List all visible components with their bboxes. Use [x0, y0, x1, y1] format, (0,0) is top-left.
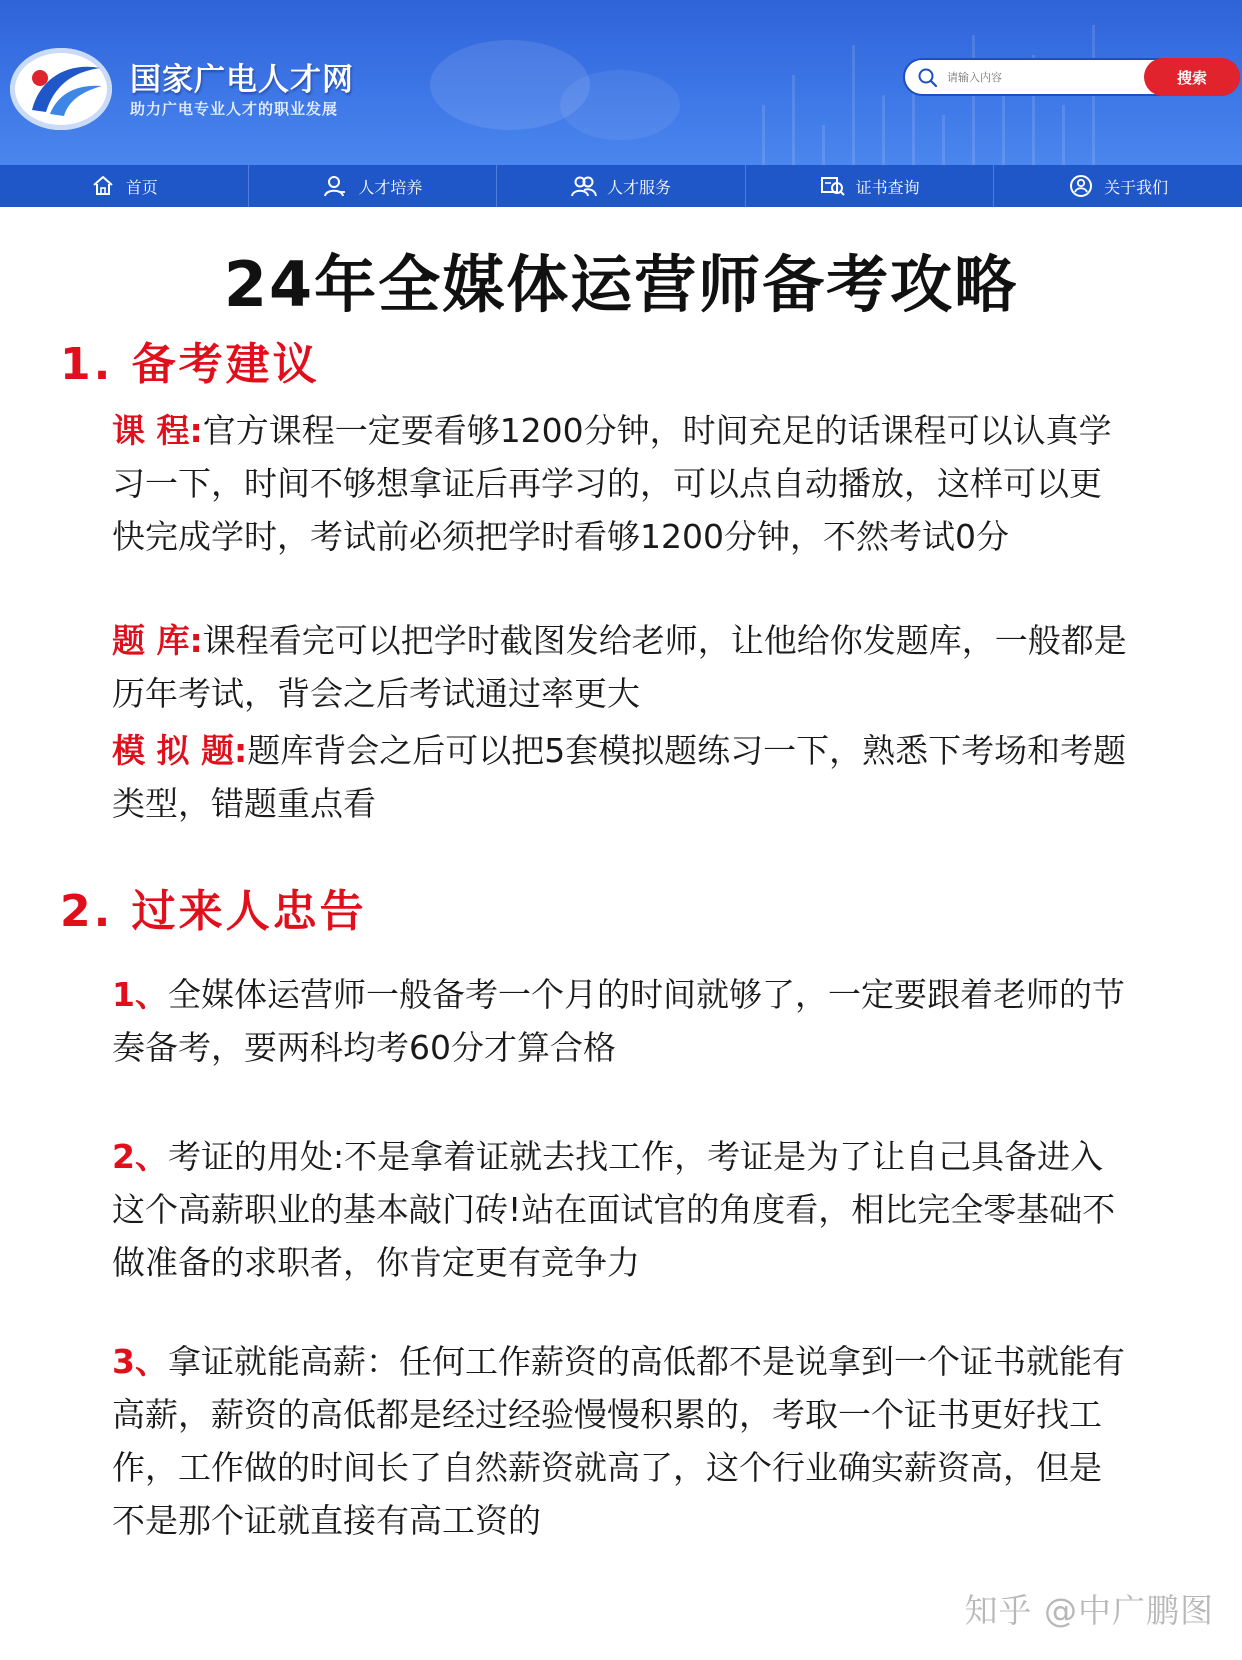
- site-title[interactable]: 国家广电人才网: [130, 62, 354, 98]
- main-nav: [0, 165, 1242, 207]
- nav-label: 证书查询: [855, 177, 920, 197]
- search-icon: [917, 67, 939, 89]
- advice-paragraph: [112, 1335, 1132, 1547]
- nav-item-home[interactable]: [0, 165, 249, 207]
- certificate-search-icon: [820, 173, 846, 199]
- search-box[interactable]: [903, 58, 1240, 96]
- advice-text: 考证的用处:不是拿着证就去找工作，考证是为了让自己具备进入这个高薪职业的基本敲门砖!站在面试官的角度看，相比完全零基础不做准备的求职者，你肯定更有竞争力: [112, 1137, 1116, 1282]
- nav-item-talent-training[interactable]: [249, 165, 498, 207]
- logo-icon: [10, 48, 112, 130]
- tip-label: 课 程:: [112, 411, 203, 450]
- tip-text: 题库背会之后可以把5套模拟题练习一下，熟悉下考场和考题类型，错题重点看: [112, 731, 1127, 823]
- tip-paragraph: [112, 724, 1132, 830]
- tip-text: 官方课程一定要看够1200分钟，时间充足的话课程可以认真学习一下，时间不够想拿证后再学习的，可以点自动播放，这样可以更快完成学时，考试前必须把学时看够1200分钟，不然考试0分: [112, 411, 1112, 556]
- about-icon: [1068, 173, 1094, 199]
- advice-number: 2、: [112, 1137, 168, 1176]
- users-icon: [571, 173, 597, 199]
- tip-text: 课程看完可以把学时截图发给老师，让他给你发题库，一般都是历年考试，背会之后考试通过率更大: [112, 621, 1127, 713]
- site-logo[interactable]: [10, 48, 112, 130]
- search-input[interactable]: [947, 66, 1127, 88]
- nav-label: 人才服务: [606, 177, 671, 197]
- watermark: 知乎 @中广鹏图: [964, 1591, 1214, 1630]
- advice-number: 3、: [112, 1342, 168, 1381]
- advice-paragraph: [112, 968, 1132, 1074]
- nav-label: 关于我们: [1104, 177, 1169, 197]
- section-heading: 1. 备考建议: [60, 339, 320, 390]
- header-banner: [0, 0, 1242, 165]
- tip-label: 模 拟 题:: [112, 731, 248, 770]
- tip-paragraph: [112, 404, 1132, 563]
- banner-glow: [560, 70, 680, 140]
- user-icon: [322, 173, 348, 199]
- home-icon: [90, 173, 116, 199]
- nav-item-about-us[interactable]: [994, 165, 1242, 207]
- nav-label: 首页: [125, 177, 158, 197]
- tip-paragraph: [112, 614, 1132, 720]
- site-subtitle: 助力广电专业人才的职业发展: [130, 100, 339, 118]
- nav-item-talent-service[interactable]: [497, 165, 746, 207]
- advice-text: 全媒体运营师一般备考一个月的时间就够了，一定要跟着老师的节奏备考，要两科均考60分才算合格: [112, 975, 1125, 1067]
- nav-label: 人才培养: [358, 177, 423, 197]
- advice-text: 拿证就能高薪：任何工作薪资的高低都不是说拿到一个证书就能有高薪，薪资的高低都是经过经验慢慢积累的，考取一个证书更好找工作，工作做的时间长了自然薪资就高了，这个行业确实薪资高，但是不是那个证就直接有高工资的: [112, 1342, 1125, 1540]
- advice-number: 1、: [112, 975, 168, 1014]
- tip-label: 题 库:: [112, 621, 203, 660]
- article-title: 24年全媒体运营师备考攻略: [223, 248, 1019, 321]
- advice-paragraph: [112, 1130, 1132, 1289]
- section-heading: 2. 过来人忠告: [60, 886, 367, 937]
- search-button[interactable]: 搜索: [1144, 58, 1240, 96]
- nav-item-certificate-query[interactable]: [746, 165, 995, 207]
